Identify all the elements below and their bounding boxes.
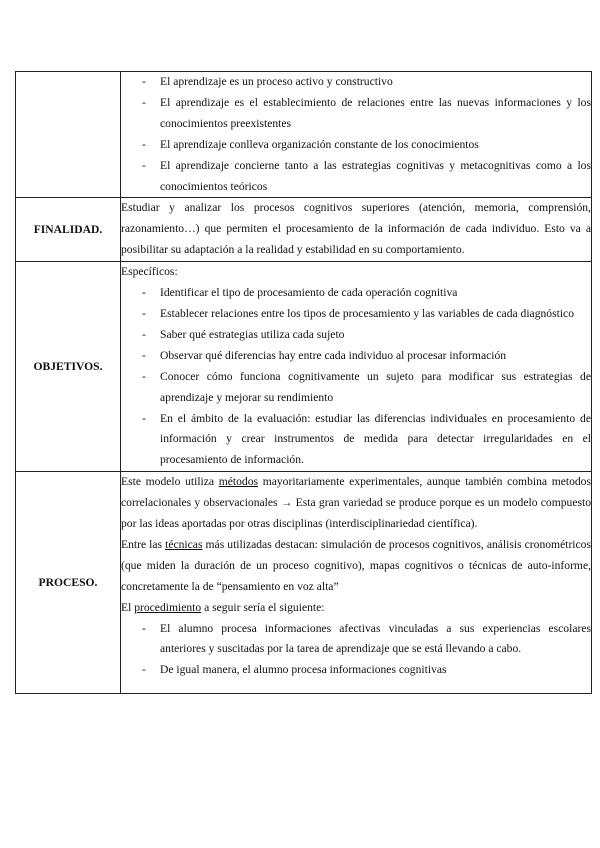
text-span: Este modelo utiliza xyxy=(121,475,219,489)
list-item: - Identificar el tipo de procesamiento de cada operación cognitiva xyxy=(121,283,591,304)
text-span: más utilizadas destacan: simulación de procesos cognitivos, análisis cronométricos (que miden la duración de un proceso cognitivo), mapas cognitivos o técnicas de auto-informe, concretamente la de “pensamiento en voz alta” xyxy=(121,537,591,593)
row-content-finalidad xyxy=(121,198,592,262)
text-span: El xyxy=(121,600,135,614)
list-item: - Conocer cómo funciona cognitivamente un sujeto para modificar sus estrategias de aprendizaje y mejorar su rendimiento xyxy=(121,367,591,409)
row-label-finalidad: FINALIDAD. xyxy=(16,198,121,262)
list-item: - Saber qué estrategias utiliza cada sujeto xyxy=(121,325,591,346)
principles-list xyxy=(121,72,591,197)
list-item: - De igual manera, el alumno procesa informaciones cognitivas xyxy=(121,660,591,681)
row-content-proceso xyxy=(121,472,592,694)
list-item: - Establecer relaciones entre los tipos de procesamiento y las variables de cada diagnóstico xyxy=(121,304,591,325)
list-item: - Observar qué diferencias hay entre cada individuo al procesar información xyxy=(121,346,591,367)
list-item: - El aprendizaje es el establecimiento de relaciones entre las nuevas informaciones y los conocimientos preexistentes xyxy=(121,93,591,135)
text-span: Entre las xyxy=(121,537,166,551)
list-item: - El alumno procesa informaciones afectivas vinculadas a sus experiencias escolares anteriores y suscitadas por la tarea de aprendizaje que se está llevando a cabo. xyxy=(121,619,591,661)
proceso-paragraph-procedure xyxy=(121,598,591,619)
finalidad-text: Estudiar y analizar los procesos cognitivos superiores (atención, memoria, comprensión, razonamiento…) que permiten el procesamiento de la información de cada individuo. Esto va a posibilitar su adaptación a la realidad y estabilidad en su comportamiento. xyxy=(121,201,591,257)
table-row-objetivos xyxy=(16,262,592,472)
term-procedimiento: procedimiento xyxy=(134,600,202,614)
term-metodos: métodos xyxy=(218,475,259,489)
list-item: - El aprendizaje conlleva organización constante de los conocimientos xyxy=(121,135,591,156)
row-label-empty xyxy=(16,72,121,198)
proceso-list xyxy=(121,619,591,682)
list-item: - El aprendizaje es un proceso activo y constructivo xyxy=(121,72,591,93)
row-content-objetivos xyxy=(121,262,592,472)
table-row-principles xyxy=(16,72,592,198)
row-content-principles xyxy=(121,72,592,198)
objetivos-list xyxy=(121,283,591,471)
proceso-paragraph-techniques xyxy=(121,535,591,598)
term-tecnicas: técnicas xyxy=(165,537,203,551)
text-span: a seguir sería el siguiente: xyxy=(201,600,325,614)
spacer xyxy=(121,681,591,693)
row-label-proceso: PROCESO. xyxy=(16,472,121,694)
table-row-proceso xyxy=(16,472,592,694)
list-item: - El aprendizaje concierne tanto a las estrategias cognitivas y metacognitivas como a los conocimientos teóricos xyxy=(121,156,591,198)
proceso-paragraph-methods xyxy=(121,472,591,535)
objetivos-intro: Específicos: xyxy=(121,265,178,279)
text-span: mayoritariamente experimentales, aunque también combina metodos correlacionales y observacionales → Esta gran variedad se produce porque es un modelo compuesto por las ideas aportadas por otras disciplinas (interdisciplinariedad científica). xyxy=(121,475,591,531)
row-label-objetivos: OBJETIVOS. xyxy=(16,262,121,472)
table-row-finalidad xyxy=(16,198,592,262)
content-table xyxy=(15,71,592,694)
list-item: - En el ámbito de la evaluación: estudiar las diferencias individuales en procesamiento de información y crear instrumentos de medida para detectar irregularidades en el procesamiento de información. xyxy=(121,409,591,472)
